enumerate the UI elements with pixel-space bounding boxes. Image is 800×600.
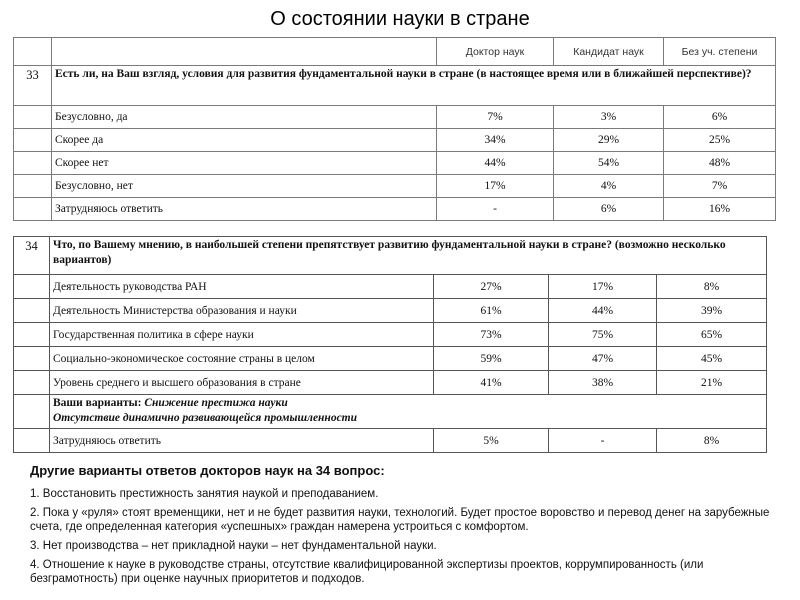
value-no-degree: 21%	[657, 371, 767, 395]
own-variants-row	[14, 395, 767, 429]
value-doctor: 5%	[434, 429, 549, 453]
answer-label: Безусловно, нет	[52, 175, 437, 198]
value-no-degree: 7%	[664, 175, 776, 198]
answer-label: Государственная политика в сфере науки	[50, 323, 434, 347]
question-text: Что, по Вашему мнению, в наибольшей степени препятствует развитию фундаментальной науки в стране? (возможно несколько вариантов)	[50, 237, 767, 275]
value-doctor: 7%	[437, 106, 554, 129]
row-num-cell	[14, 371, 50, 395]
table-row	[14, 347, 767, 371]
row-num-cell	[14, 152, 52, 175]
row-num-cell	[14, 299, 50, 323]
answer-label: Затрудняюсь ответить	[50, 429, 434, 453]
column-header-candidate: Кандидат наук	[554, 38, 664, 66]
value-candidate: 47%	[549, 347, 657, 371]
header-row	[14, 38, 776, 66]
value-no-degree: 8%	[657, 275, 767, 299]
table-row	[14, 152, 776, 175]
own-variants-label: Ваши варианты:	[53, 397, 142, 409]
question-number: 34	[14, 237, 50, 275]
row-num-cell	[14, 175, 52, 198]
row-num-cell	[14, 275, 50, 299]
answer-label: Скорее нет	[52, 152, 437, 175]
table-row	[14, 371, 767, 395]
answer-label: Деятельность руководства РАН	[50, 275, 434, 299]
value-candidate: 3%	[554, 106, 664, 129]
value-doctor: 17%	[437, 175, 554, 198]
row-num-cell	[14, 395, 50, 429]
question-row	[14, 237, 767, 275]
question-34-table	[13, 236, 767, 453]
table-row	[14, 323, 767, 347]
value-no-degree: 65%	[657, 323, 767, 347]
value-candidate: 44%	[549, 299, 657, 323]
answer-label: Скорее да	[52, 129, 437, 152]
value-candidate: 54%	[554, 152, 664, 175]
row-num-cell	[14, 129, 52, 152]
other-answers-heading: Другие варианты ответов докторов наук на 34 вопрос:	[30, 463, 385, 478]
answer-label: Затрудняюсь ответить	[52, 198, 437, 221]
value-doctor: 61%	[434, 299, 549, 323]
value-doctor: 44%	[437, 152, 554, 175]
row-num-cell	[14, 198, 52, 221]
answer-label: Безусловно, да	[52, 106, 437, 129]
other-answers-section	[30, 462, 790, 591]
value-doctor: 59%	[434, 347, 549, 371]
own-variant-2: Отсутствие динамично развивающейся промышленности	[53, 412, 358, 424]
value-candidate: 17%	[549, 275, 657, 299]
value-no-degree: 48%	[664, 152, 776, 175]
other-answer-item: 1. Восстановить престижность занятия наукой и преподаванием.	[30, 488, 379, 500]
row-num-cell	[14, 106, 52, 129]
other-answer-item: 2. Пока у «руля» стоят временщики, нет и не будет развития науки, технологий. Будет простое воровство и перевод денег на зарубежные счета, где определенная категория «успешных» граждан намерена устроиться с комфортом.	[30, 507, 770, 533]
value-doctor: 34%	[437, 129, 554, 152]
value-no-degree: 39%	[657, 299, 767, 323]
value-candidate: 29%	[554, 129, 664, 152]
column-header-doctor: Доктор наук	[437, 38, 554, 66]
value-no-degree: 16%	[664, 198, 776, 221]
other-answer-item: 4. Отношение к науке в руководстве страны, отсутствие квалифицированной экспертизы проектов, коррумпированность (или безграмотность) при оценке научных приоритетов и подходов.	[30, 559, 704, 585]
answer-label: Социально-экономическое состояние страны в целом	[50, 347, 434, 371]
header-empty-label	[52, 38, 437, 66]
value-candidate: -	[549, 429, 657, 453]
value-candidate: 4%	[554, 175, 664, 198]
page-title: О состоянии науки в стране	[270, 8, 530, 30]
value-doctor: 73%	[434, 323, 549, 347]
value-candidate: 38%	[549, 371, 657, 395]
question-number: 33	[14, 66, 52, 106]
value-doctor: 41%	[434, 371, 549, 395]
table-row	[14, 275, 767, 299]
table-row	[14, 106, 776, 129]
question-row	[14, 66, 776, 106]
table-row	[14, 429, 767, 453]
table-row	[14, 129, 776, 152]
own-variants-cell	[50, 395, 767, 429]
table-row	[14, 198, 776, 221]
value-candidate: 6%	[554, 198, 664, 221]
value-doctor: 27%	[434, 275, 549, 299]
table-row	[14, 175, 776, 198]
header-empty-num	[14, 38, 52, 66]
row-num-cell	[14, 323, 50, 347]
value-no-degree: 6%	[664, 106, 776, 129]
row-num-cell	[14, 429, 50, 453]
own-variant-1: Снижение престижа науки	[144, 397, 288, 409]
value-doctor: -	[437, 198, 554, 221]
question-33-table	[13, 37, 776, 221]
answer-label: Деятельность Министерства образования и науки	[50, 299, 434, 323]
other-answer-item: 3. Нет производства – нет прикладной науки – нет фундаментальной науки.	[30, 540, 437, 552]
value-candidate: 75%	[549, 323, 657, 347]
value-no-degree: 45%	[657, 347, 767, 371]
column-header-no-degree: Без уч. степени	[664, 38, 776, 66]
table-row	[14, 299, 767, 323]
answer-label: Уровень среднего и высшего образования в стране	[50, 371, 434, 395]
value-no-degree: 8%	[657, 429, 767, 453]
row-num-cell	[14, 347, 50, 371]
value-no-degree: 25%	[664, 129, 776, 152]
question-text: Есть ли, на Ваш взгляд, условия для развития фундаментальной науки в стране (в настоящее время или в ближайшей перспективе)?	[52, 66, 776, 106]
